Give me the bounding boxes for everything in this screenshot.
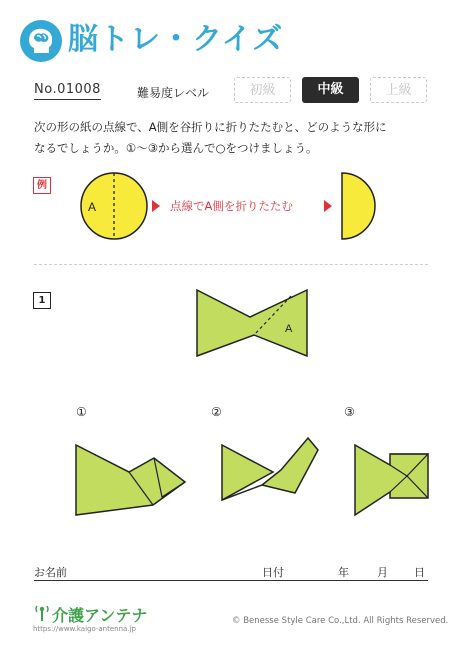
difficulty-label: 難易度レベル xyxy=(137,86,210,100)
year-label: 年 xyxy=(338,566,349,579)
name-underline xyxy=(34,580,428,581)
option-3-shape[interactable] xyxy=(350,440,435,525)
section-divider xyxy=(34,264,428,265)
day-label: 日 xyxy=(414,566,425,579)
option-2-shape[interactable] xyxy=(215,430,325,525)
option-1-polygon xyxy=(76,445,185,515)
option-2-polygon-right xyxy=(262,438,318,493)
date-label: 日付 xyxy=(262,566,284,579)
example-caption: 点線でA側を折りたたむ xyxy=(170,199,293,213)
level-beginner: 初級 xyxy=(234,77,291,103)
level-intermediate: 中級 xyxy=(302,77,359,103)
example-label: 例 xyxy=(33,177,51,194)
example-folded-half xyxy=(342,173,375,239)
question-label: 1 xyxy=(33,292,51,309)
option-3-polygon xyxy=(355,445,428,515)
question-bowtie-shape xyxy=(190,285,315,365)
logo-url: https://www.kaigo-antenna.jp xyxy=(33,625,136,633)
option-1-shape[interactable] xyxy=(70,435,195,525)
example-a-label: A xyxy=(88,200,97,214)
option-2-label[interactable]: ② xyxy=(211,405,222,419)
brain-head-icon xyxy=(20,20,62,62)
logo-text: 介護アンテナ xyxy=(52,606,148,625)
option-2-polygon-left xyxy=(222,445,273,500)
month-label: 月 xyxy=(377,566,388,579)
example-arrow-left xyxy=(152,200,160,212)
antenna-icon xyxy=(33,603,51,627)
level-advanced: 上級 xyxy=(370,77,427,103)
question-number: No.01008 xyxy=(34,82,101,100)
instruction-line-1: 次の形の紙の点線で、A側を谷折りに折りたたむと、どのような形に xyxy=(34,120,387,134)
example-arrow-right xyxy=(324,200,332,212)
instructions xyxy=(34,117,434,159)
option-1-label[interactable]: ① xyxy=(76,405,87,419)
copyright: © Benesse Style Care Co.,Ltd. All Rights Reserved. xyxy=(232,616,449,626)
bowtie-a-label: A xyxy=(285,323,293,335)
instruction-line-2: なるでしょうか。①～③から選んで○をつけましょう。 xyxy=(34,141,318,155)
page-title: 脳トレ・クイズ xyxy=(68,22,284,57)
option-3-label[interactable]: ③ xyxy=(344,405,355,419)
name-label: お名前 xyxy=(34,566,67,579)
